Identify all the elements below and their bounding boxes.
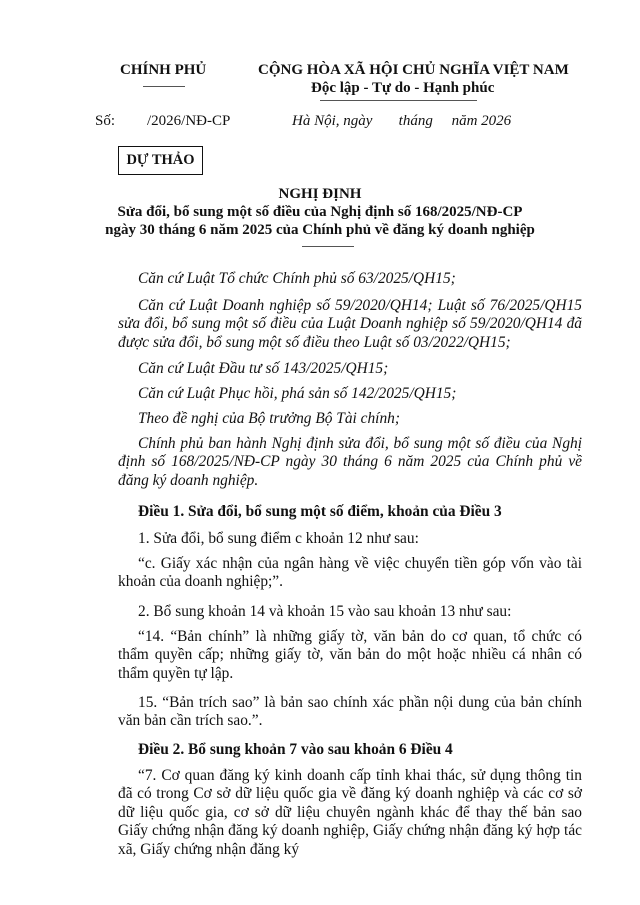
article-2-heading: Điều 2. Bổ sung khoản 7 vào sau khoản 6 Điều 4 (138, 741, 453, 758)
article-paragraph: “7. Cơ quan đăng ký kinh doanh cấp tỉnh khai thác, sử dụng thông tin đã có trong Cơ sở dữ liệu quốc gia về đăng ký doanh nghiệp và các cơ sở dữ liệu quốc gia, cơ sở dữ liệu chuyên ngành khác để thay thế bản sao Giấy chứng nhận đăng ký doanh nghiệp, Giấy chứng nhận đăng ký hợp tác xã, Giấy chứng nhận đăng ký (118, 767, 582, 858)
preamble-clause: Theo đề nghị của Bộ trưởng Bộ Tài chính; (138, 410, 400, 427)
article-paragraph: 1. Sửa đổi, bổ sung điểm c khoản 12 như sau: (138, 530, 419, 547)
draft-label: DỰ THẢO (126, 152, 195, 168)
nation-name: CỘNG HÒA XÃ HỘI CHỦ NGHĨA VIỆT NAM (258, 62, 569, 78)
preamble-clause: Căn cứ Luật Đầu tư số 143/2025/QH15; (138, 360, 389, 377)
draft-stamp (118, 146, 203, 175)
preamble-clause: Căn cứ Luật Tổ chức Chính phủ số 63/2025/QH15; (138, 270, 456, 287)
national-motto: Độc lập - Tự do - Hạnh phúc (311, 80, 495, 96)
article-paragraph: “14. “Bản chính” là những giấy tờ, văn bản do cơ quan, tổ chức có thẩm quyền cấp; những giấy tờ, văn bản do một hoặc nhiều cá nhân có thẩm quyền tự lập. (118, 628, 582, 682)
preamble-clause: Căn cứ Luật Phục hồi, phá sản số 142/2025/QH15; (138, 385, 457, 402)
number-label: Số: (95, 113, 116, 129)
title-underline (302, 246, 354, 247)
article-paragraph: “c. Giấy xác nhận của ngân hàng về việc chuyển tiền góp vốn vào tài khoản của doanh nghiệp;”. (118, 555, 582, 591)
article-paragraph: 15. “Bản trích sao” là bản sao chính xác phần nội dung của bản chính văn bản cần trích sao.”. (118, 694, 582, 730)
agency-underline (143, 86, 185, 87)
agency-name: CHÍNH PHỦ (120, 62, 207, 78)
article-paragraph: 2. Bổ sung khoản 14 và khoản 15 vào sau khoản 13 như sau: (138, 603, 512, 620)
document-type: NGHỊ ĐỊNH (278, 186, 362, 202)
title-line-1: Sửa đổi, bổ sung một số điều của Nghị định số 168/2025/NĐ-CP (117, 204, 523, 220)
article-1-heading: Điều 1. Sửa đổi, bổ sung một số điểm, khoản của Điều 3 (138, 503, 502, 520)
preamble-clause: Căn cứ Luật Doanh nghiệp số 59/2020/QH14; Luật số 76/2025/QH15 sửa đổi, bổ sung một số điều của Luật Doanh nghiệp số 59/2020/QH14 đã được sửa đổi, bổ sung một số điều theo Luật số 03/2022/QH15; (118, 297, 582, 351)
title-line-2: ngày 30 tháng 6 năm 2025 của Chính phủ về đăng ký doanh nghiệp (105, 222, 535, 238)
preamble-clause: Chính phủ ban hành Nghị định sửa đổi, bổ sung một số điều của Nghị định số 168/2025/NĐ-CP ngày 30 tháng 6 năm 2025 của Chính phủ về đăng ký doanh nghiệp. (118, 435, 582, 489)
document-number: /2026/NĐ-CP (147, 113, 231, 129)
place-date: Hà Nội, ngày tháng năm 2026 (292, 113, 512, 129)
motto-underline (320, 100, 477, 101)
